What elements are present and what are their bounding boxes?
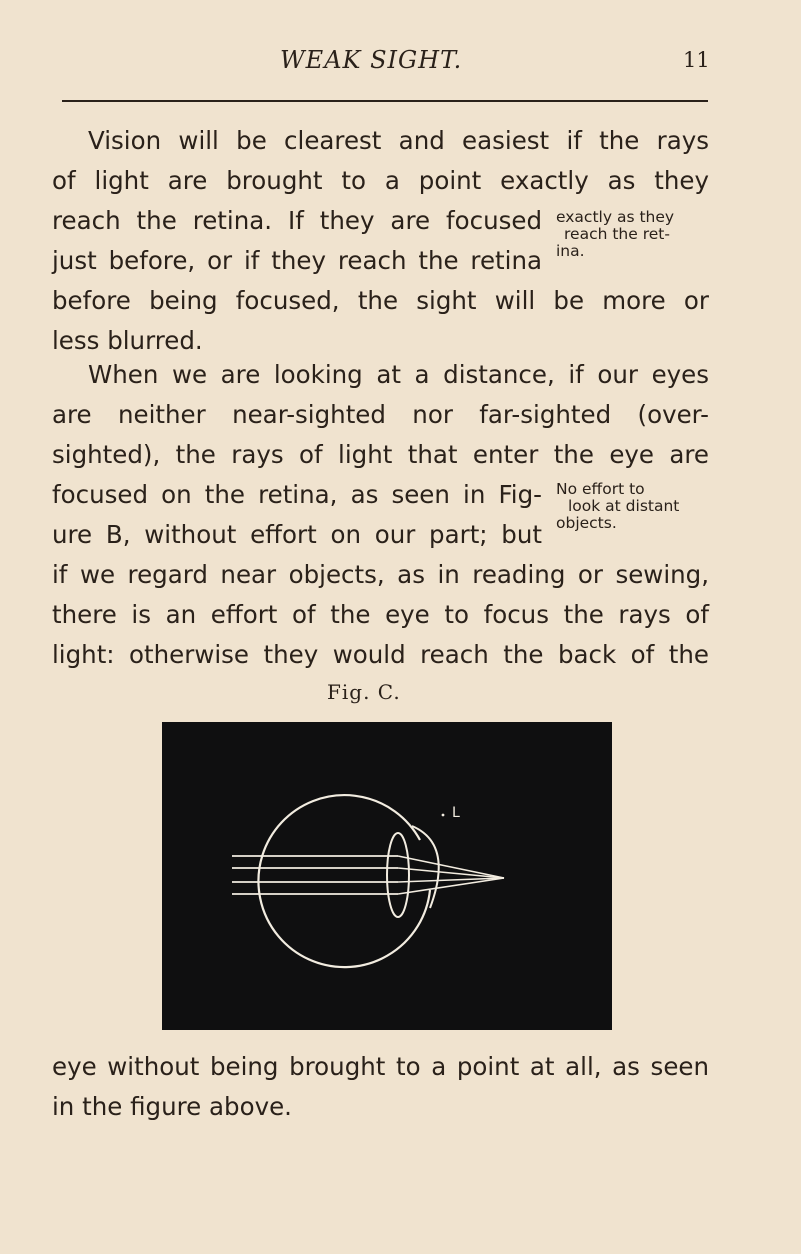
- text-line: sighted), the rays of light that enter the eye are: [52, 440, 709, 469]
- text-line: focused on the retina, as seen in Fig-: [52, 480, 542, 509]
- text-line: are neither near-sighted nor far-sighted (over-: [52, 400, 709, 429]
- margin-note-line: reach the ret-: [564, 225, 670, 243]
- margin-note-line: objects.: [556, 514, 617, 532]
- text-line: before being focused, the sight will be more or: [52, 286, 709, 315]
- text-line: light: otherwise they would reach the back of the: [52, 640, 709, 669]
- text-line: there is an effort of the eye to focus the rays of: [52, 600, 709, 629]
- margin-note-line: exactly as they: [556, 208, 675, 226]
- figure-caption: Fig. C.: [327, 680, 401, 704]
- page-header: [0, 40, 801, 84]
- text-line: Vision will be clearest and easiest if the rays: [88, 126, 709, 155]
- text-line: ure B, without effort on our part; but: [52, 520, 542, 549]
- text-line: of light are brought to a point exactly as they: [52, 166, 709, 195]
- margin-note-line: ina.: [556, 242, 585, 260]
- margin-note-1: [556, 209, 674, 260]
- text-line: less blurred.: [52, 326, 203, 355]
- eye-diagram-figure: [162, 722, 612, 1030]
- text-line: reach the retina. If they are focused: [52, 206, 542, 235]
- paragraph-3: [52, 1047, 709, 1127]
- text-line: in the figure above.: [52, 1092, 292, 1121]
- lens-label: L: [452, 805, 460, 821]
- text-line: just before, or if they reach the retina: [52, 246, 542, 275]
- text-line: if we regard near objects, as in reading or sewing,: [52, 560, 709, 589]
- page-number: 11: [683, 48, 710, 72]
- margin-note-line: No effort to: [556, 480, 645, 498]
- running-head: WEAK SIGHT.: [280, 46, 463, 74]
- text-line: When we are looking at a distance, if our eyes: [88, 360, 709, 389]
- margin-note-2: [556, 481, 679, 532]
- header-rule: [62, 100, 708, 102]
- eye-diagram: [162, 722, 612, 1030]
- margin-note-line: look at distant: [568, 497, 680, 515]
- text-line: eye without being brought to a point at all, as seen: [52, 1052, 709, 1081]
- label-pointer-dot: [442, 814, 445, 817]
